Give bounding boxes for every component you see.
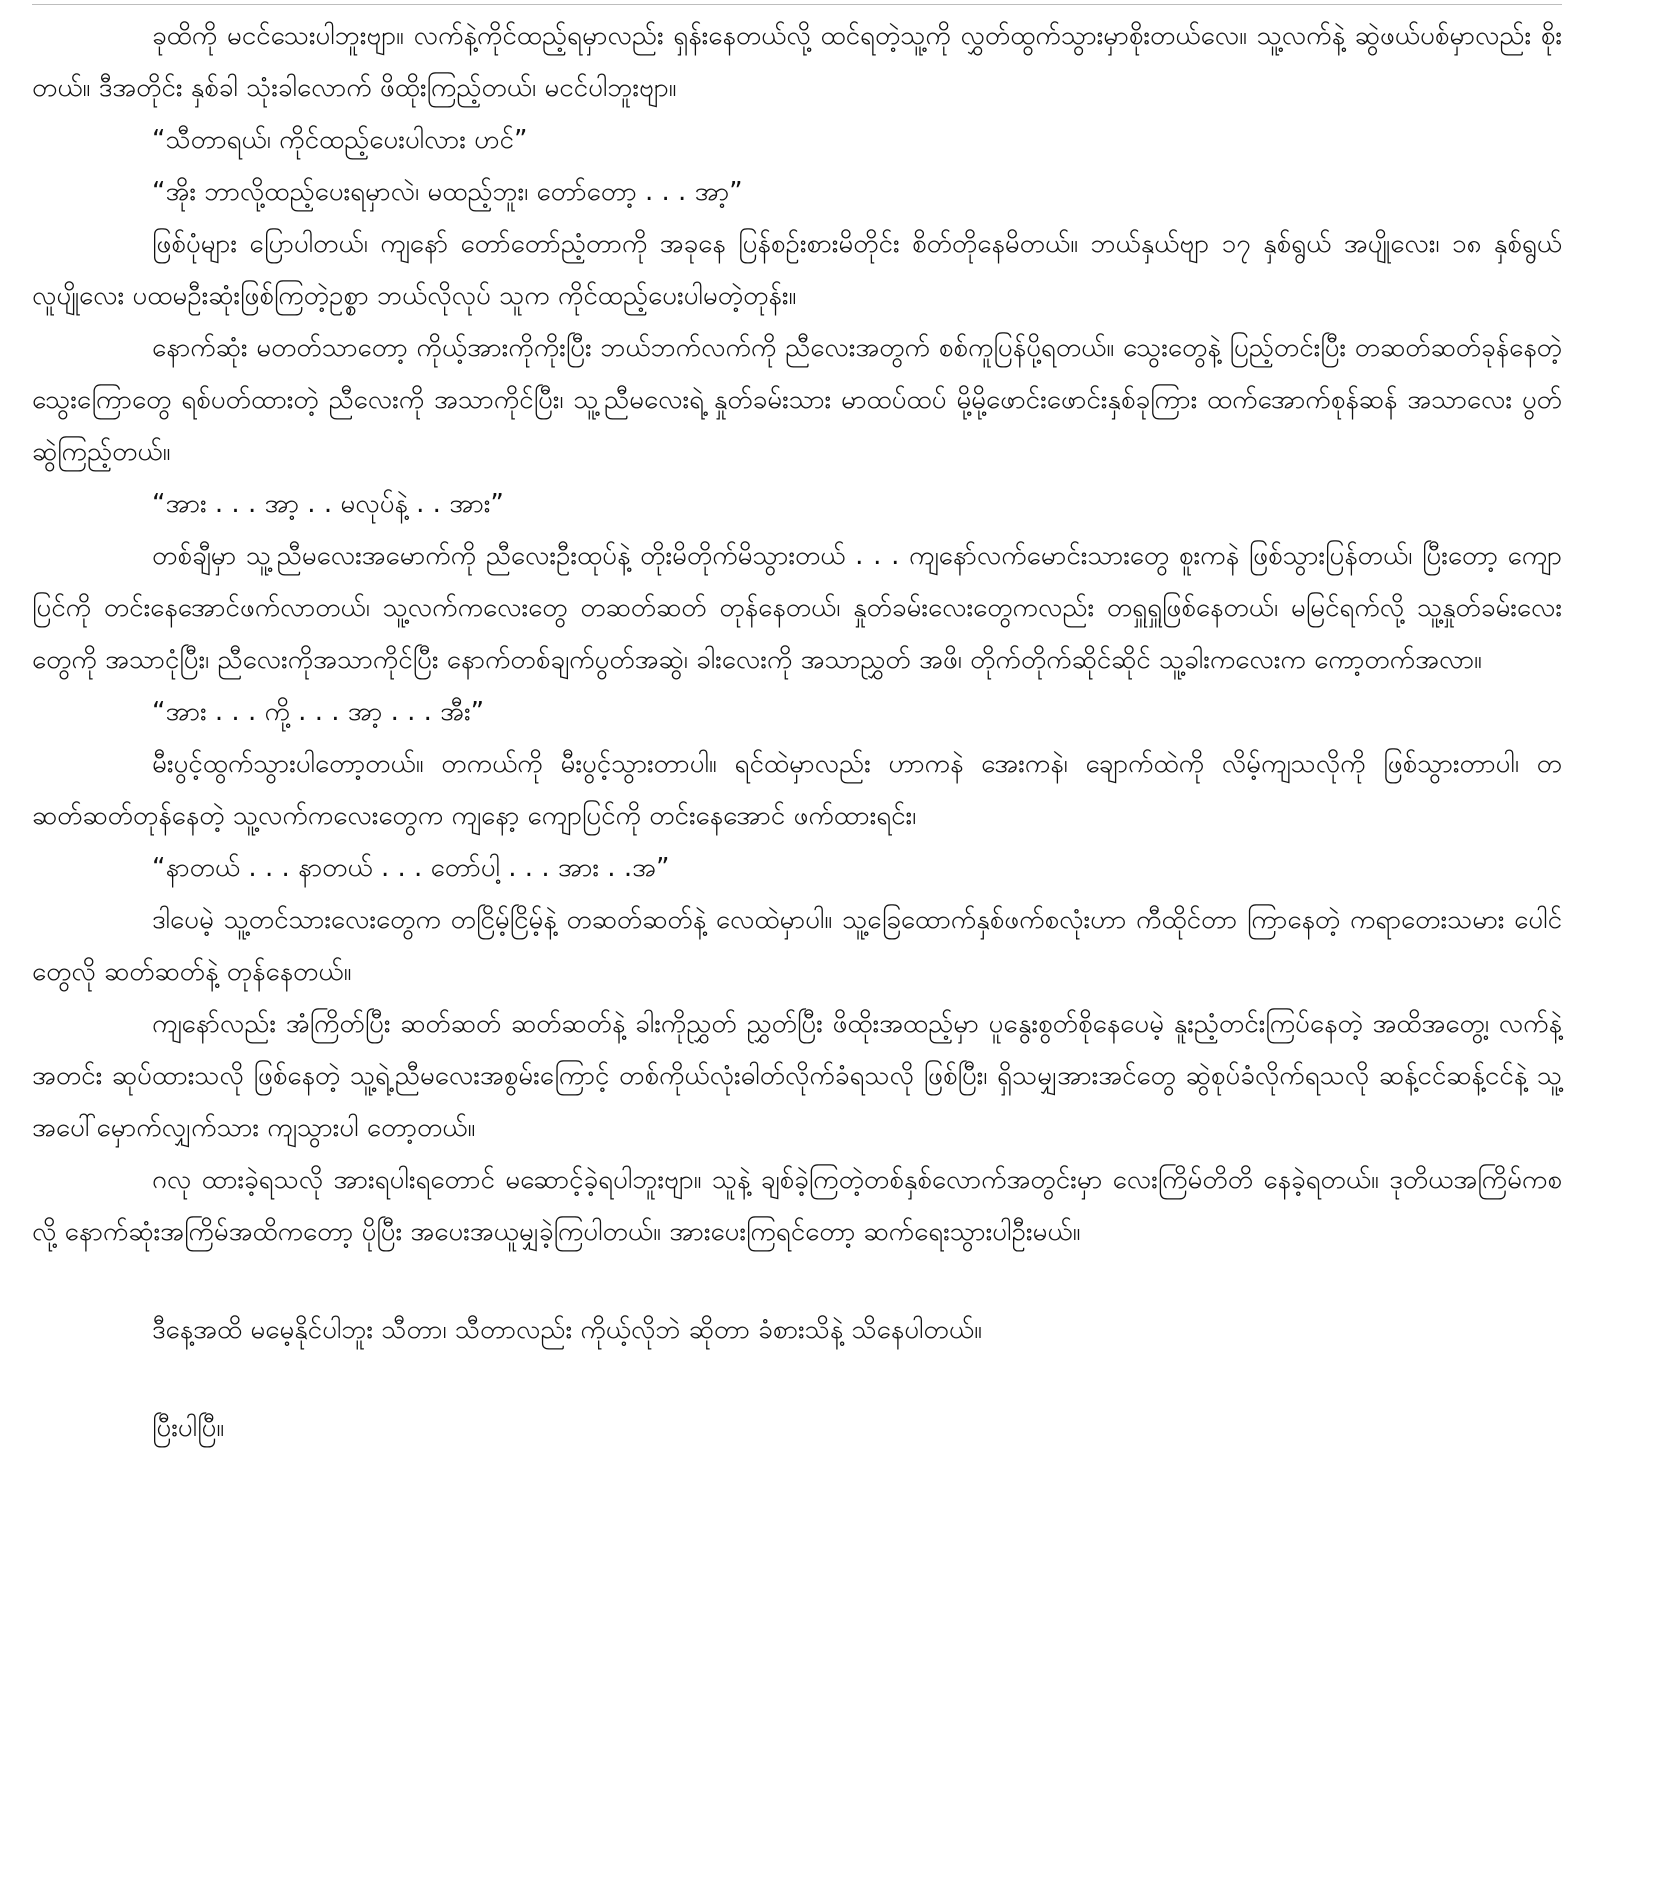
top-rule [32, 4, 1562, 5]
closing-line: ဒီနေ့အထိ မမေ့နိုင်ပါဘူး သီတာ၊ သီတာလည်း ကိုယ့်လိုဘဲ ဆိုတာ ခံစားသိနဲ့ သိနေပါတယ်။ [152, 1315, 982, 1345]
paragraph-5: မီးပွင့်ထွက်သွားပါတော့တယ်။ တကယ်ကို မီးပွင့်သွားတာပါ။ ရင်ထဲမှာလည်း ဟာကနဲ အေးကနဲ၊ ချောက်ထဲကို လိမ့်ကျသလိုကို ဖြစ်သွားတာပါ၊ တဆတ်ဆတ်တုန်နေတဲ့ သူ့လက်ကလေးတွေက ကျနော့ ကျောပြင်ကို တင်းနေအောင် ဖက်ထားရင်း၊ [32, 749, 1562, 831]
document-body [32, 10, 1562, 1454]
paragraph-1: ခုထိကို မငင်သေးပါဘူးဗျာ။ လက်နဲ့ကိုင်ထည့်ရမှာလည်း ရှန်းနေတယ်လို့ ထင်ရတဲ့သူ့ကို လွှတ်ထွက်သွားမှာစိုးတယ်လေ။ သူ့လက်နဲ့ ဆွဲဖယ်ပစ်မှာလည်း စိုးတယ်။ ဒီအတိုင်း နှစ်ခါ သုံးခါလောက် ဖိထိုးကြည့်တယ်၊ မငင်ပါဘူးဗျာ။ [32, 21, 1562, 103]
dialogue-4: “အား . . . ကို့ . . . အာ့ . . . အီး” [152, 697, 485, 727]
dialogue-3: “အား . . . အာ့ . . မလုပ်နဲ့ . . အား” [152, 489, 504, 519]
paragraph-6: ဒါပေမဲ့ သူ့တင်သားလေးတွေက တငြိမ့်ငြိမ့်နဲ့ တဆတ်ဆတ်နဲ့ လေထဲမှာပါ။ သူ့ခြေထောက်နှစ်ဖက်စလုံးဟာ ကီထိုင်တာ ကြာနေတဲ့ ကရာတေးသမား ပေါင်တွေလို ဆတ်ဆတ်နဲ့ တုန်နေတယ်။ [32, 905, 1562, 987]
paragraph-8: ဂလု ထားခဲ့ရသလို အားရပါးရတောင် မဆောင့်ခဲ့ရပါဘူးဗျာ။ သူနဲ့ ချစ်ခဲ့ကြတဲ့တစ်နှစ်လောက်အတွင်းမှာ လေးကြိမ်တိတိ နေခဲ့ရတယ်။ ဒုတိယအကြိမ်ကစလို့ နောက်ဆုံးအကြိမ်အထိကတော့ ပိုပြီး အပေးအယူမျှခဲ့ကြပါတယ်။ အားပေးကြရင်တော့ ဆက်ရေးသွားပါဦးမယ်။ [32, 1165, 1562, 1247]
paragraph-3: နောက်ဆုံး မတတ်သာတော့ ကိုယ့်အားကိုကိုးပြီး ဘယ်ဘက်လက်ကို ညီလေးအတွက် စစ်ကူပြန်ပို့ရတယ်။ သွေးတွေနဲ့ ပြည့်တင်းပြီး တဆတ်ဆတ်ခုန်နေတဲ့ သွေးကြောတွေ ရစ်ပတ်ထားတဲ့ ညီလေးကို အသာကိုင်ပြီး၊ သူ့ညီမလေးရဲ့ နှုတ်ခမ်းသား မာထပ်ထပ် မို့မို့ဖောင်းဖောင်းနှစ်ခုကြား ထက်အောက်စုန်ဆန် အသာလေး ပွတ်ဆွဲကြည့်တယ်။ [32, 333, 1562, 467]
paragraph-7: ကျနော်လည်း အံကြိတ်ပြီး ဆတ်ဆတ် ဆတ်ဆတ်နဲ့ ခါးကိုညွှတ် ညွှတ်ပြီး ဖိထိုးအထည့်မှာ ပူနွေးစွတ်စိုနေပေမဲ့ နူးညံ့တင်းကြပ်နေတဲ့ အထိအတွေ့၊ လက်နဲ့အတင်း ဆုပ်ထားသလို ဖြစ်နေတဲ့ သူ့ရဲ့ညီမလေးအစွမ်းကြောင့် တစ်ကိုယ်လုံးဓါတ်လိုက်ခံရသလို ဖြစ်ပြီး၊ ရှိသမျှအားအင်တွေ ဆွဲစုပ်ခံလိုက်ရသလို ဆန့်ငင်ဆန့်ငင်နဲ့ သူ့အပေါ်မှောက်လျှက်သား ကျသွားပါ တော့တယ်။ [32, 1009, 1562, 1143]
paragraph-4: တစ်ချီမှာ သူ့ညီမလေးအမောက်ကို ညီလေးဦးထုပ်နဲ့ တိုးမိတိုက်မိသွားတယ် . . . ကျနော်လက်မောင်းသားတွေ စူးကနဲ ဖြစ်သွားပြန်တယ်၊ ပြီးတော့ ကျောပြင်ကို တင်းနေအောင်ဖက်လာတယ်၊ သူ့လက်ကလေးတွေ တဆတ်ဆတ် တုန်နေတယ်၊ နှုတ်ခမ်းလေးတွေကလည်း တရှူရှူဖြစ်နေတယ်၊ မမြင်ရက်လို့ သူ့နှုတ်ခမ်းလေးတွေကို အသာငုံပြီး၊ ညီလေးကိုအသာကိုင်ပြီး နောက်တစ်ချက်ပွတ်အဆွဲ၊ ခါးလေးကို အသာညွှတ် အဖိ၊ တိုက်တိုက်ဆိုင်ဆိုင် သူ့ခါးကလေးက ကော့တက်အလာ။ [32, 541, 1562, 675]
dialogue-2: “အိုး ဘာလို့ထည့်ပေးရမှာလဲ၊ မထည့်ဘူး၊ တော်တော့ . . . အာ့” [152, 177, 743, 207]
paragraph-2: ဖြစ်ပုံများ ပြောပါတယ်၊ ကျနော် တော်တော်ညံ့တာကို အခုနေ ပြန်စဉ်းစားမိတိုင်း စိတ်တိုနေမိတယ်။ ဘယ်နှယ်ဗျာ ၁၇ နှစ်ရွယ် အပျိုလေး၊ ၁၈ နှစ်ရွယ် လူပျိုလေး ပထမဦးဆုံးဖြစ်ကြတဲ့ဥစ္စာ ဘယ်လိုလုပ် သူက ကိုင်ထည့်ပေးပါမတဲ့တုန်း။ [32, 229, 1562, 311]
dialogue-5: “နာတယ် . . . နာတယ် . . . တော်ပါ့ . . . အား . .အ” [152, 853, 670, 883]
the-end: ပြီးပါပြီ။ [152, 1413, 225, 1443]
dialogue-1: “သီတာရယ်၊ ကိုင်ထည့်ပေးပါလား ဟင်” [152, 125, 528, 155]
